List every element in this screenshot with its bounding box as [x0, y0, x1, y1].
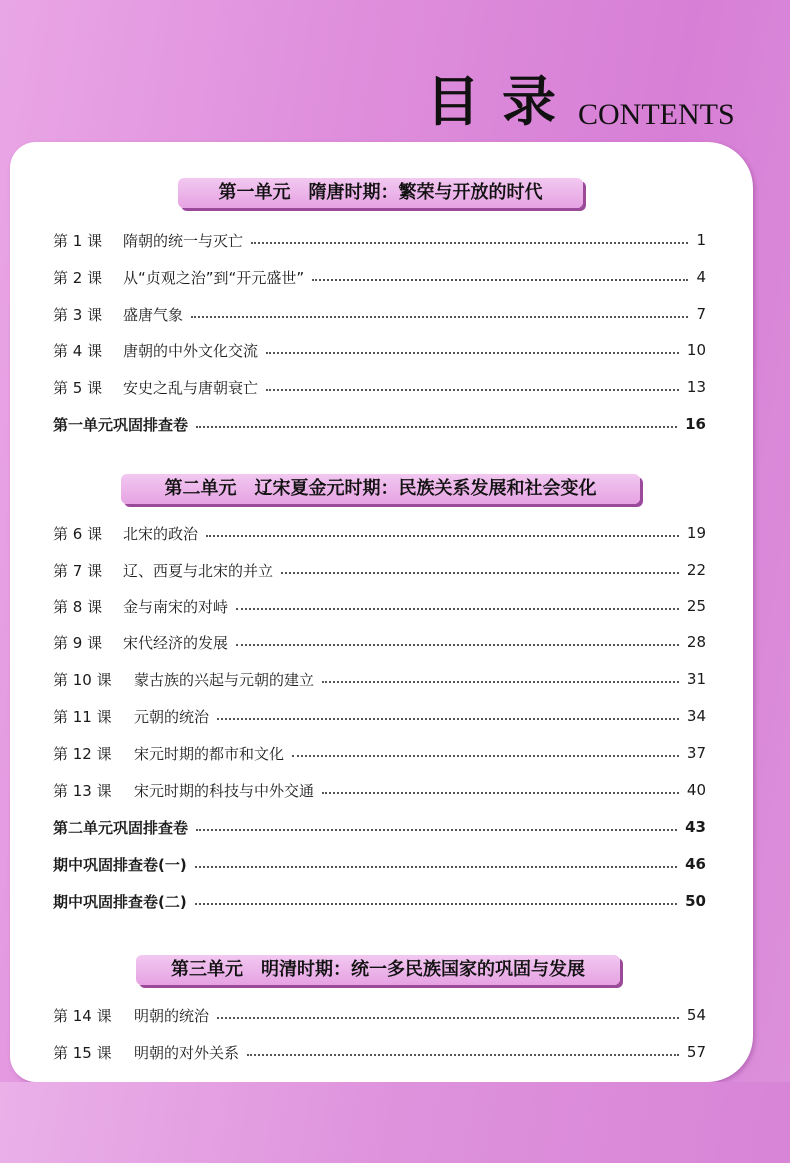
dot-leader	[195, 903, 677, 905]
lesson-number: 第 10 课	[53, 670, 112, 689]
lesson-number: 第 12 课	[53, 744, 112, 763]
toc-entry[interactable]	[53, 1040, 706, 1064]
page-number: 37	[686, 744, 706, 762]
unit-banner-3	[136, 955, 620, 985]
page-number: 16	[685, 415, 706, 433]
lesson-number: 第 9 课	[53, 633, 103, 652]
dot-leader	[236, 644, 679, 646]
toc-entry[interactable]	[53, 375, 706, 399]
lesson-number: 第 11 课	[53, 707, 112, 726]
dot-leader	[322, 681, 679, 683]
toc-entry[interactable]	[53, 302, 706, 326]
dot-leader	[251, 242, 688, 244]
lesson-title: 金与南宋的对峙	[123, 597, 229, 616]
page-title-english: CONTENTS	[578, 98, 735, 131]
toc-entry[interactable]	[53, 741, 706, 765]
page-number: 31	[686, 670, 706, 688]
lesson-title: 元朝的统治	[134, 707, 210, 726]
lesson-title: 明朝的统治	[134, 1006, 210, 1025]
review-title: 第一单元巩固排查卷	[53, 415, 189, 434]
page-number: 34	[686, 707, 706, 725]
page-number: 54	[686, 1006, 706, 1024]
review-title: 第二单元巩固排查卷	[53, 818, 189, 837]
lesson-number: 第 13 课	[53, 781, 112, 800]
page-number: 19	[686, 524, 706, 542]
page-number: 1	[696, 231, 706, 249]
toc-entry[interactable]	[53, 704, 706, 728]
page-number: 4	[696, 268, 706, 286]
lesson-title: 宋代经济的发展	[123, 633, 229, 652]
lesson-title: 北宋的政治	[123, 524, 199, 543]
toc-entry[interactable]	[53, 412, 706, 436]
lesson-title: 唐朝的中外文化交流	[123, 341, 259, 360]
lesson-number: 第 4 课	[53, 341, 103, 360]
dot-leader	[266, 352, 679, 354]
toc-entry[interactable]	[53, 265, 706, 289]
unit-title: 明清时期：统一多民族国家的巩固与发展	[261, 959, 585, 980]
lesson-number: 第 5 课	[53, 378, 103, 397]
dot-leader	[322, 792, 679, 794]
lesson-number: 第 14 课	[53, 1006, 112, 1025]
unit-label: 第三单元	[171, 959, 243, 980]
page-number: 7	[696, 305, 706, 323]
lesson-title: 安史之乱与唐朝衰亡	[123, 378, 259, 397]
dot-leader	[236, 608, 679, 610]
lesson-title: 宋元时期的科技与中外交通	[134, 781, 315, 800]
page-number: 28	[686, 633, 706, 651]
dot-leader	[195, 866, 677, 868]
lesson-title: 蒙古族的兴起与元朝的建立	[134, 670, 315, 689]
dot-leader	[206, 535, 679, 537]
page-number: 13	[686, 378, 706, 396]
unit-label: 第一单元	[218, 182, 291, 203]
lesson-title: 盛唐气象	[123, 305, 184, 324]
lesson-title: 明朝的对外关系	[134, 1043, 240, 1062]
review-title: 期中巩固排查卷(一)	[53, 855, 187, 874]
toc-entry[interactable]	[53, 667, 706, 691]
unit-banner-2	[121, 474, 640, 504]
dot-leader	[196, 426, 677, 428]
lesson-title: 辽、西夏与北宋的并立	[123, 561, 274, 580]
page-header	[0, 0, 790, 150]
page-number: 57	[686, 1043, 706, 1061]
lesson-number: 第 7 课	[53, 561, 103, 580]
page-number: 50	[685, 892, 706, 910]
page-number: 10	[686, 341, 706, 359]
bottom-band	[0, 1082, 790, 1163]
unit-label: 第二单元	[164, 478, 237, 499]
lesson-number: 第 2 课	[53, 268, 103, 287]
dot-leader	[281, 572, 679, 574]
dot-leader	[266, 389, 679, 391]
dot-leader	[191, 316, 688, 318]
toc-entry[interactable]	[53, 558, 706, 582]
toc-entry[interactable]	[53, 815, 706, 839]
toc-entry[interactable]	[53, 338, 706, 362]
toc-entry[interactable]	[53, 778, 706, 802]
page-number: 46	[685, 855, 706, 873]
toc-entry[interactable]	[53, 1003, 706, 1027]
page-number: 43	[685, 818, 706, 836]
page-number: 25	[686, 597, 706, 615]
unit-banner-1	[178, 178, 583, 208]
toc-entry[interactable]	[53, 630, 706, 654]
lesson-number: 第 3 课	[53, 305, 103, 324]
unit-title: 辽宋夏金元时期：民族关系发展和社会变化	[254, 478, 597, 499]
lesson-title: 从“贞观之治”到“开元盛世”	[123, 268, 305, 287]
page-number: 40	[686, 781, 706, 799]
toc-entry[interactable]	[53, 521, 706, 545]
lesson-title: 隋朝的统一与灭亡	[123, 231, 244, 250]
toc-entry[interactable]	[53, 852, 706, 876]
lesson-number: 第 8 课	[53, 597, 103, 616]
dot-leader	[247, 1054, 679, 1056]
page-title: 目录	[426, 70, 578, 133]
lesson-number: 第 1 课	[53, 231, 103, 250]
dot-leader	[312, 279, 688, 281]
toc-entry[interactable]	[53, 889, 706, 913]
unit-title: 隋唐时期：繁荣与开放的时代	[308, 182, 543, 203]
toc-entry[interactable]	[53, 228, 706, 252]
lesson-number: 第 15 课	[53, 1043, 112, 1062]
dot-leader	[217, 718, 679, 720]
page-number: 22	[686, 561, 706, 579]
lesson-number: 第 6 课	[53, 524, 103, 543]
dot-leader	[217, 1017, 679, 1019]
lesson-title: 宋元时期的都市和文化	[134, 744, 285, 763]
toc-entry[interactable]	[53, 594, 706, 618]
review-title: 期中巩固排查卷(二)	[53, 892, 187, 911]
dot-leader	[292, 755, 679, 757]
dot-leader	[196, 829, 677, 831]
